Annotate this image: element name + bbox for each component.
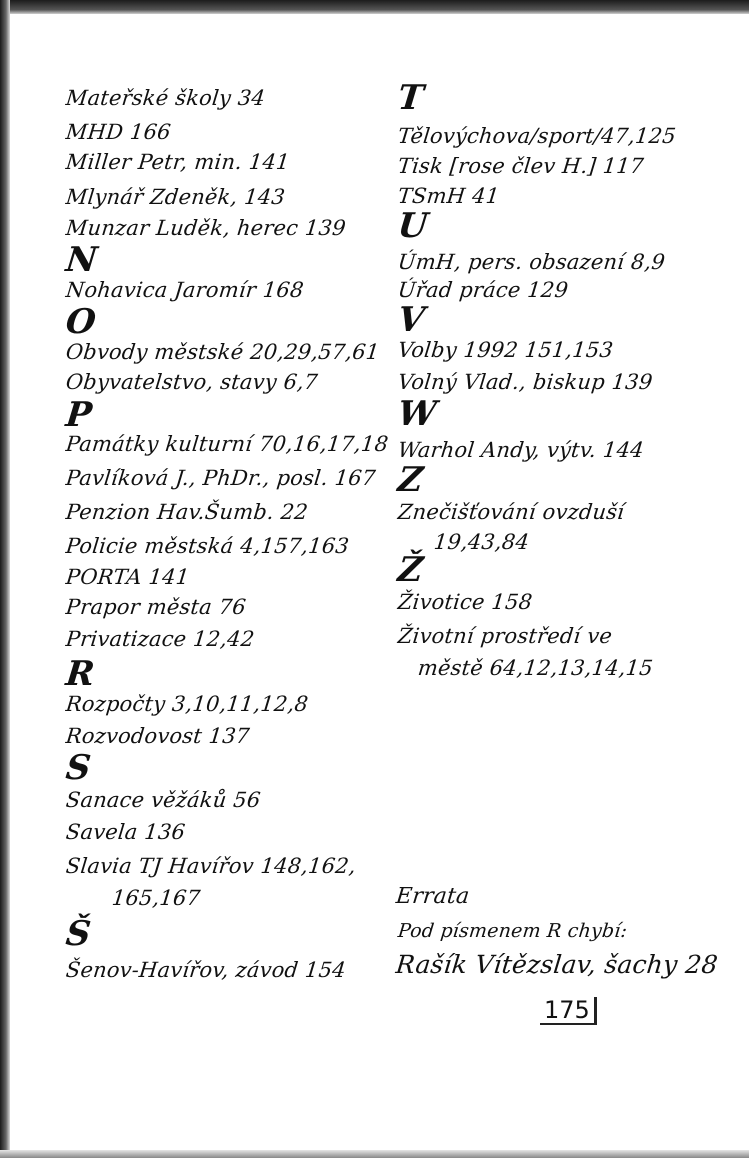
index-entry: Nohavica Jaromír 168 (64, 278, 305, 302)
index-entry: Privatizace 12,42 (64, 627, 256, 651)
index-entry: Mateřské školy 34 (64, 86, 267, 110)
index-letter-heading: Š (63, 914, 93, 954)
index-entry: Rozpočty 3,10,11,12,8 (64, 692, 310, 716)
page-bottom-edge (0, 1150, 749, 1158)
index-entry: Volný Vlad., biskup 139 (396, 370, 654, 394)
index-entry: Sanace věžáků 56 (64, 788, 262, 812)
index-letter-heading: Z (395, 460, 425, 500)
index-entry: Slavia TJ Havířov 148,162, (64, 854, 358, 878)
page-left-edge (0, 0, 10, 1158)
page-top-edge (0, 0, 749, 14)
index-letter-heading: Ž (395, 550, 425, 590)
index-entry: Tělovýchova/sport/47,125 (396, 124, 678, 148)
index-letter-heading: S (63, 748, 93, 788)
index-letter-heading: O (63, 302, 98, 342)
index-entry: Úřad práce 129 (396, 278, 570, 302)
index-entry: 165,167 (110, 886, 202, 910)
index-entry: Miller Petr, min. 141 (64, 150, 291, 174)
index-entry: Volby 1992 151,153 (396, 338, 615, 362)
index-entry: PORTA 141 (64, 565, 191, 589)
errata-note: Pod písmenem R chybí: (396, 920, 629, 942)
index-entry: Rozvodovost 137 (64, 724, 251, 748)
index-entry: Prapor města 76 (64, 595, 248, 619)
errata-entry: Rašík Vítězslav, šachy 28 (394, 950, 720, 979)
index-entry: Obvody městské 20,29,57,61 (64, 340, 381, 364)
index-entry: Tisk [rose člev H.] 117 (396, 154, 645, 178)
index-letter-heading: U (395, 206, 430, 246)
index-letter-heading: N (63, 240, 100, 280)
index-entry: Obyvatelstvo, stavy 6,7 (64, 370, 319, 394)
index-entry: Pavlíková J., PhDr., posl. 167 (64, 466, 377, 490)
index-entry: Památky kulturní 70,16,17,18 (64, 432, 390, 456)
index-letter-heading: T (395, 78, 426, 118)
index-entry: Šenov-Havířov, závod 154 (64, 958, 348, 982)
index-entry: městě 64,12,13,14,15 (416, 656, 655, 680)
index-entry: Životní prostředí ve (396, 624, 614, 648)
index-entry: Penzion Hav.Šumb. 22 (64, 500, 310, 524)
index-entry: MHD 166 (64, 120, 173, 144)
page-number: 175 (540, 997, 597, 1025)
index-entry: Warhol Andy, výtv. 144 (396, 438, 646, 462)
index-entry: ÚmH, pers. obsazení 8,9 (396, 250, 667, 274)
index-entry: 19,43,84 (432, 530, 531, 554)
index-entry: Savela 136 (64, 820, 187, 844)
errata-title: Errata (394, 884, 471, 909)
index-entry: Znečišťování ovzduší (396, 500, 626, 524)
index-entry: Munzar Luděk, herec 139 (64, 216, 348, 240)
index-entry: Policie městská 4,157,163 (64, 534, 351, 558)
index-letter-heading: W (395, 394, 439, 434)
index-entry: TSmH 41 (396, 184, 501, 208)
index-entry: Mlynář Zdeněk, 143 (64, 185, 287, 209)
index-letter-heading: P (63, 395, 94, 435)
index-letter-heading: R (63, 654, 97, 694)
index-entry: Životice 158 (396, 590, 534, 614)
index-letter-heading: V (395, 300, 427, 340)
